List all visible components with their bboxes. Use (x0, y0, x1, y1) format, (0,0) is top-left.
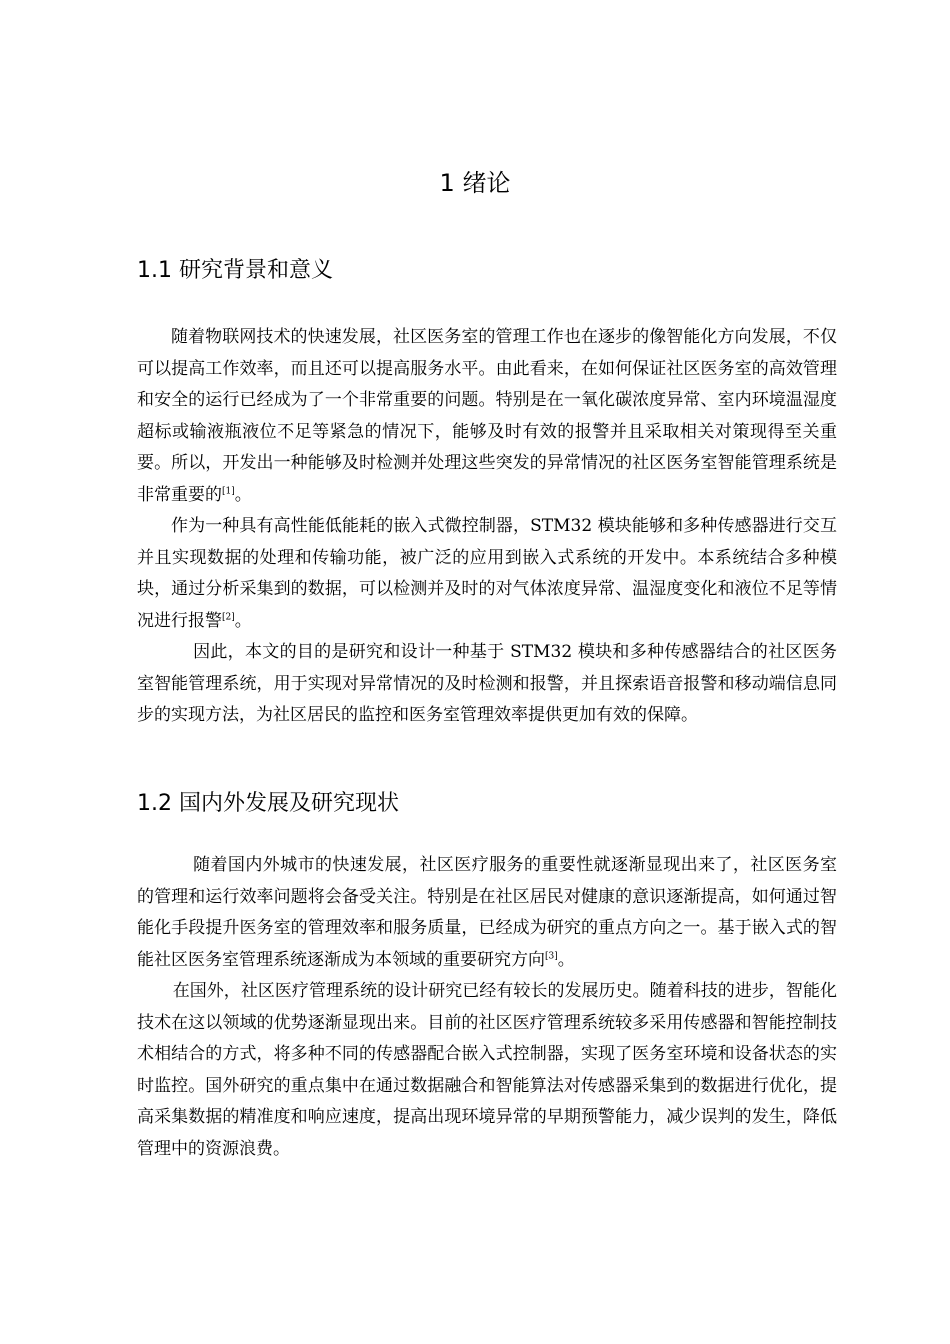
paragraph: 随着物联网技术的快速发展，社区医务室的管理工作也在逐步的像智能化方向发展，不仅可以提高工作效率，而且还可以提高服务水平。由此看来，在如何保证社区医务室的高效管理和安全的运行已经成为了一个非常重要的问题。特别是在一氧化碳浓度异常、室内环境温湿度超标或输液瓶液位不足等紧急的情况下，能够及时有效的报警并且采取相关对策现得至关重要。所以，开发出一种能够及时检测并处理这些突发的异常情况的社区医务室智能管理系统是非常重要的[1]。 (137, 327, 837, 505)
citation-ref: [3] (545, 950, 558, 961)
paragraph: 作为一种具有高性能低能耗的嵌入式微控制器，STM32 模块能够和多种传感器进行交互并且实现数据的处理和传输功能，被广泛的应用到嵌入式系统的开发中。本系统结合多种模块，通过分析采集到的数据，可以检测并及时的对气体浓度异常、温湿度变化和液位不足等情况进行报警[2]。 (137, 516, 837, 631)
citation-ref: [1] (222, 485, 235, 496)
section-heading-1-2: 1.2 国内外发展及研究现状 (137, 791, 399, 816)
citation-ref: [2] (222, 611, 235, 622)
paragraph: 随着国内外城市的快速发展，社区医疗服务的重要性就逐渐显现出来了，社区医务室的管理和运行效率问题将会备受关注。特别是在社区居民对健康的意识逐渐提高，如何通过智能化手段提升医务室的管理效率和服务质量，已经成为研究的重点方向之一。基于嵌入式的智能社区医务室管理系统逐渐成为本领域的重要研究方向[3]。 (137, 855, 837, 970)
section-heading-1-1: 1.1 研究背景和意义 (137, 258, 333, 283)
section-1-2-body (137, 850, 837, 1165)
paragraph: 在国外，社区医疗管理系统的设计研究已经有较长的发展历史。随着科技的进步，智能化技术在这以领域的优势逐渐显现出来。目前的社区医疗管理系统较多采用传感器和智能控制技术相结合的方式，将多种不同的传感器配合嵌入式控制器，实现了医务室环境和设备状态的实时监控。国外研究的重点集中在通过数据融合和智能算法对传感器采集到的数据进行优化，提高采集数据的精准度和响应速度，提高出现环境异常的早期预警能力，减少误判的发生，降低管理中的资源浪费。 (137, 981, 837, 1159)
section-1-1-body (137, 322, 837, 732)
chapter-title: 1 绪论 (439, 169, 511, 197)
paragraph: 因此，本文的目的是研究和设计一种基于 STM32 模块和多种传感器结合的社区医务室智能管理系统，用于实现对异常情况的及时检测和报警，并且探索语音报警和移动端信息同步的实现方法，为社区居民的监控和医务室管理效率提供更加有效的保障。 (137, 642, 837, 725)
